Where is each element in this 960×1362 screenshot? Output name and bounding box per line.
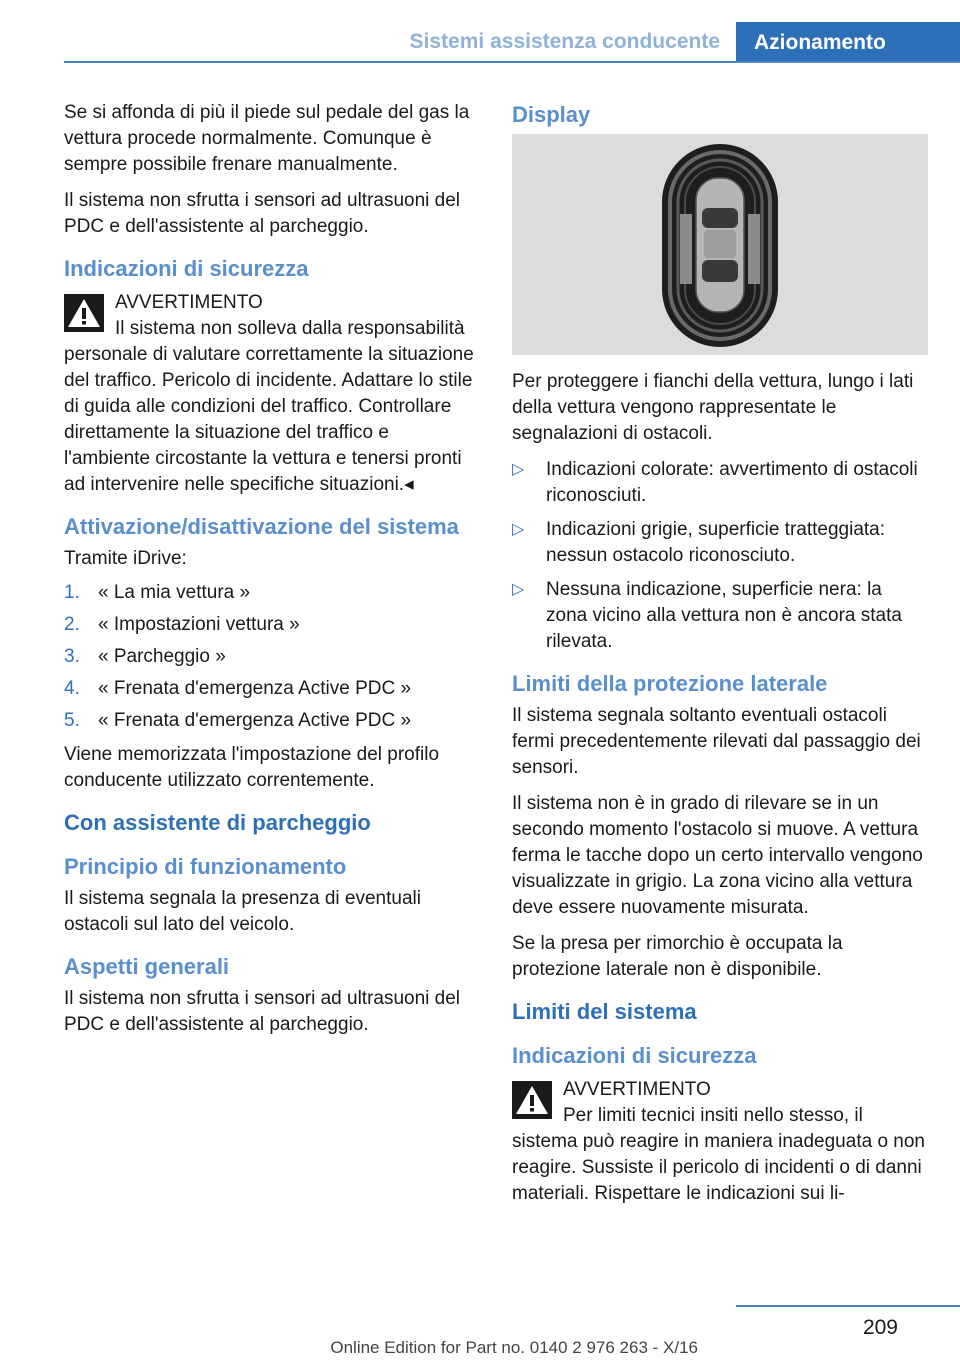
paragraph: Il sistema non sfrutta i sensori ad ultrasuoni del PDC e dell'assistente al parcheggio. — [64, 190, 461, 237]
step-text: « Parcheggio » — [98, 646, 226, 667]
list-item — [512, 517, 928, 569]
step-item — [64, 676, 480, 702]
warning-triangle-icon — [64, 294, 104, 332]
paragraph: Tramite iDrive: — [64, 548, 187, 569]
step-number: 5. — [64, 710, 80, 731]
paragraph: Il sistema segnala soltanto eventuali ostacoli fermi precedentemente rilevati dal passaggio dei sensori. — [512, 705, 921, 778]
heading-parking-assistant: Con assistente di parcheggio — [64, 810, 371, 835]
heading-general: Aspetti generali — [64, 954, 230, 979]
footer-edition: Online Edition for Part no. 0140 2 976 263 - X/16 — [330, 1338, 698, 1357]
step-text: « Frenata d'emergenza Active PDC » — [98, 710, 412, 731]
heading-safety: Indicazioni di sicurezza — [64, 256, 309, 281]
header-chapter-tab: Azionamento — [736, 22, 960, 63]
list-item — [512, 577, 928, 655]
step-number: 1. — [64, 582, 80, 603]
paragraph: Il sistema non sfrutta i sensori ad ultrasuoni del PDC e dell'assistente al parcheggio. — [64, 988, 461, 1035]
step-item — [64, 708, 480, 734]
step-text: « Frenata d'emergenza Active PDC » — [98, 678, 412, 699]
paragraph: Il sistema segnala la presenza di eventuali ostacoli sul lato del veicolo. — [64, 888, 421, 935]
right-column — [512, 100, 928, 1217]
step-item — [64, 644, 480, 670]
list-item-text: Nessuna indicazione, superficie nera: la zona vicino alla vettura non è ancora stata rilevata. — [546, 579, 902, 652]
footer-rule — [736, 1305, 960, 1307]
list-item — [512, 457, 928, 509]
warning-text: Il sistema non solleva dalla responsabilità personale di valutare correttamente la situazione del traffico. Pericolo di incidente. Adattare lo stile di guida alle condizioni del traffico. Controllare direttamente la situazione del traffico e l'ambiente circostante la vettura e tenersi pronti ad intervenire nelle specifiche situazioni.◂ — [64, 318, 474, 495]
idrive-steps — [64, 580, 480, 734]
warning-text: Per limiti tecnici insiti nello stesso, il sistema può reagire in maniera inadeguata o non reagire. Sussiste il pericolo di incidenti o di danni materiali. Rispettare le indicazioni sui li- — [512, 1105, 925, 1204]
header-section-title: Sistemi assistenza conducente — [409, 30, 720, 53]
paragraph: Viene memorizzata l'impostazione del profilo conducente utilizzato correntemente. — [64, 744, 440, 791]
step-number: 3. — [64, 646, 80, 667]
list-item-text: Indicazioni grigie, superficie tratteggiata: nessun ostacolo riconosciuto. — [546, 519, 886, 566]
step-text: « La mia vettura » — [98, 582, 251, 603]
step-item — [64, 612, 480, 638]
triangle-bullet-icon: ▷ — [512, 581, 525, 598]
triangle-bullet-icon: ▷ — [512, 521, 525, 538]
display-legend-list — [512, 457, 928, 655]
warning-title: AVVERTIMENTO — [115, 292, 263, 313]
step-number: 2. — [64, 614, 80, 635]
left-column — [64, 100, 480, 1048]
warning-block — [512, 1077, 928, 1207]
step-number: 4. — [64, 678, 80, 699]
heading-safety: Indicazioni di sicurezza — [512, 1043, 757, 1068]
header-rule — [64, 61, 960, 63]
step-item — [64, 580, 480, 606]
warning-title: AVVERTIMENTO — [563, 1079, 711, 1100]
paragraph: Se la presa per rimorchio è occupata la protezione laterale non è disponibile. — [512, 933, 843, 980]
paragraph: Il sistema non è in grado di rilevare se in un secondo momento l'ostacolo si muove. A vettura ferma le tacche dopo un certo intervallo vengono visualizzate in grigio. La zona vicino alla vettura deve essere nuovamente misurata. — [512, 793, 923, 918]
heading-activation: Attivazione/disattivazione del sistema — [64, 514, 459, 539]
side-protection-display-icon — [512, 134, 928, 355]
paragraph: Se si affonda di più il piede sul pedale del gas la vettura procede normalmente. Comunque è sempre possibile frenare manualmente. — [64, 102, 470, 175]
warning-triangle-icon — [512, 1081, 552, 1119]
heading-system-limits: Limiti del sistema — [512, 999, 697, 1024]
heading-display: Display — [512, 102, 591, 127]
triangle-bullet-icon: ▷ — [512, 461, 525, 478]
list-item-text: Indicazioni colorate: avvertimento di ostacoli riconosciuti. — [546, 459, 918, 506]
step-text: « Impostazioni vettura » — [98, 614, 300, 635]
heading-principle: Principio di funzionamento — [64, 854, 347, 879]
warning-block — [64, 290, 480, 498]
heading-side-protection-limits: Limiti della protezione laterale — [512, 671, 828, 696]
page-number: 209 — [862, 1316, 898, 1339]
paragraph: Per proteggere i fianchi della vettura, lungo i lati della vettura vengono rappresentate le segnalazioni di ostacoli. — [512, 371, 914, 444]
